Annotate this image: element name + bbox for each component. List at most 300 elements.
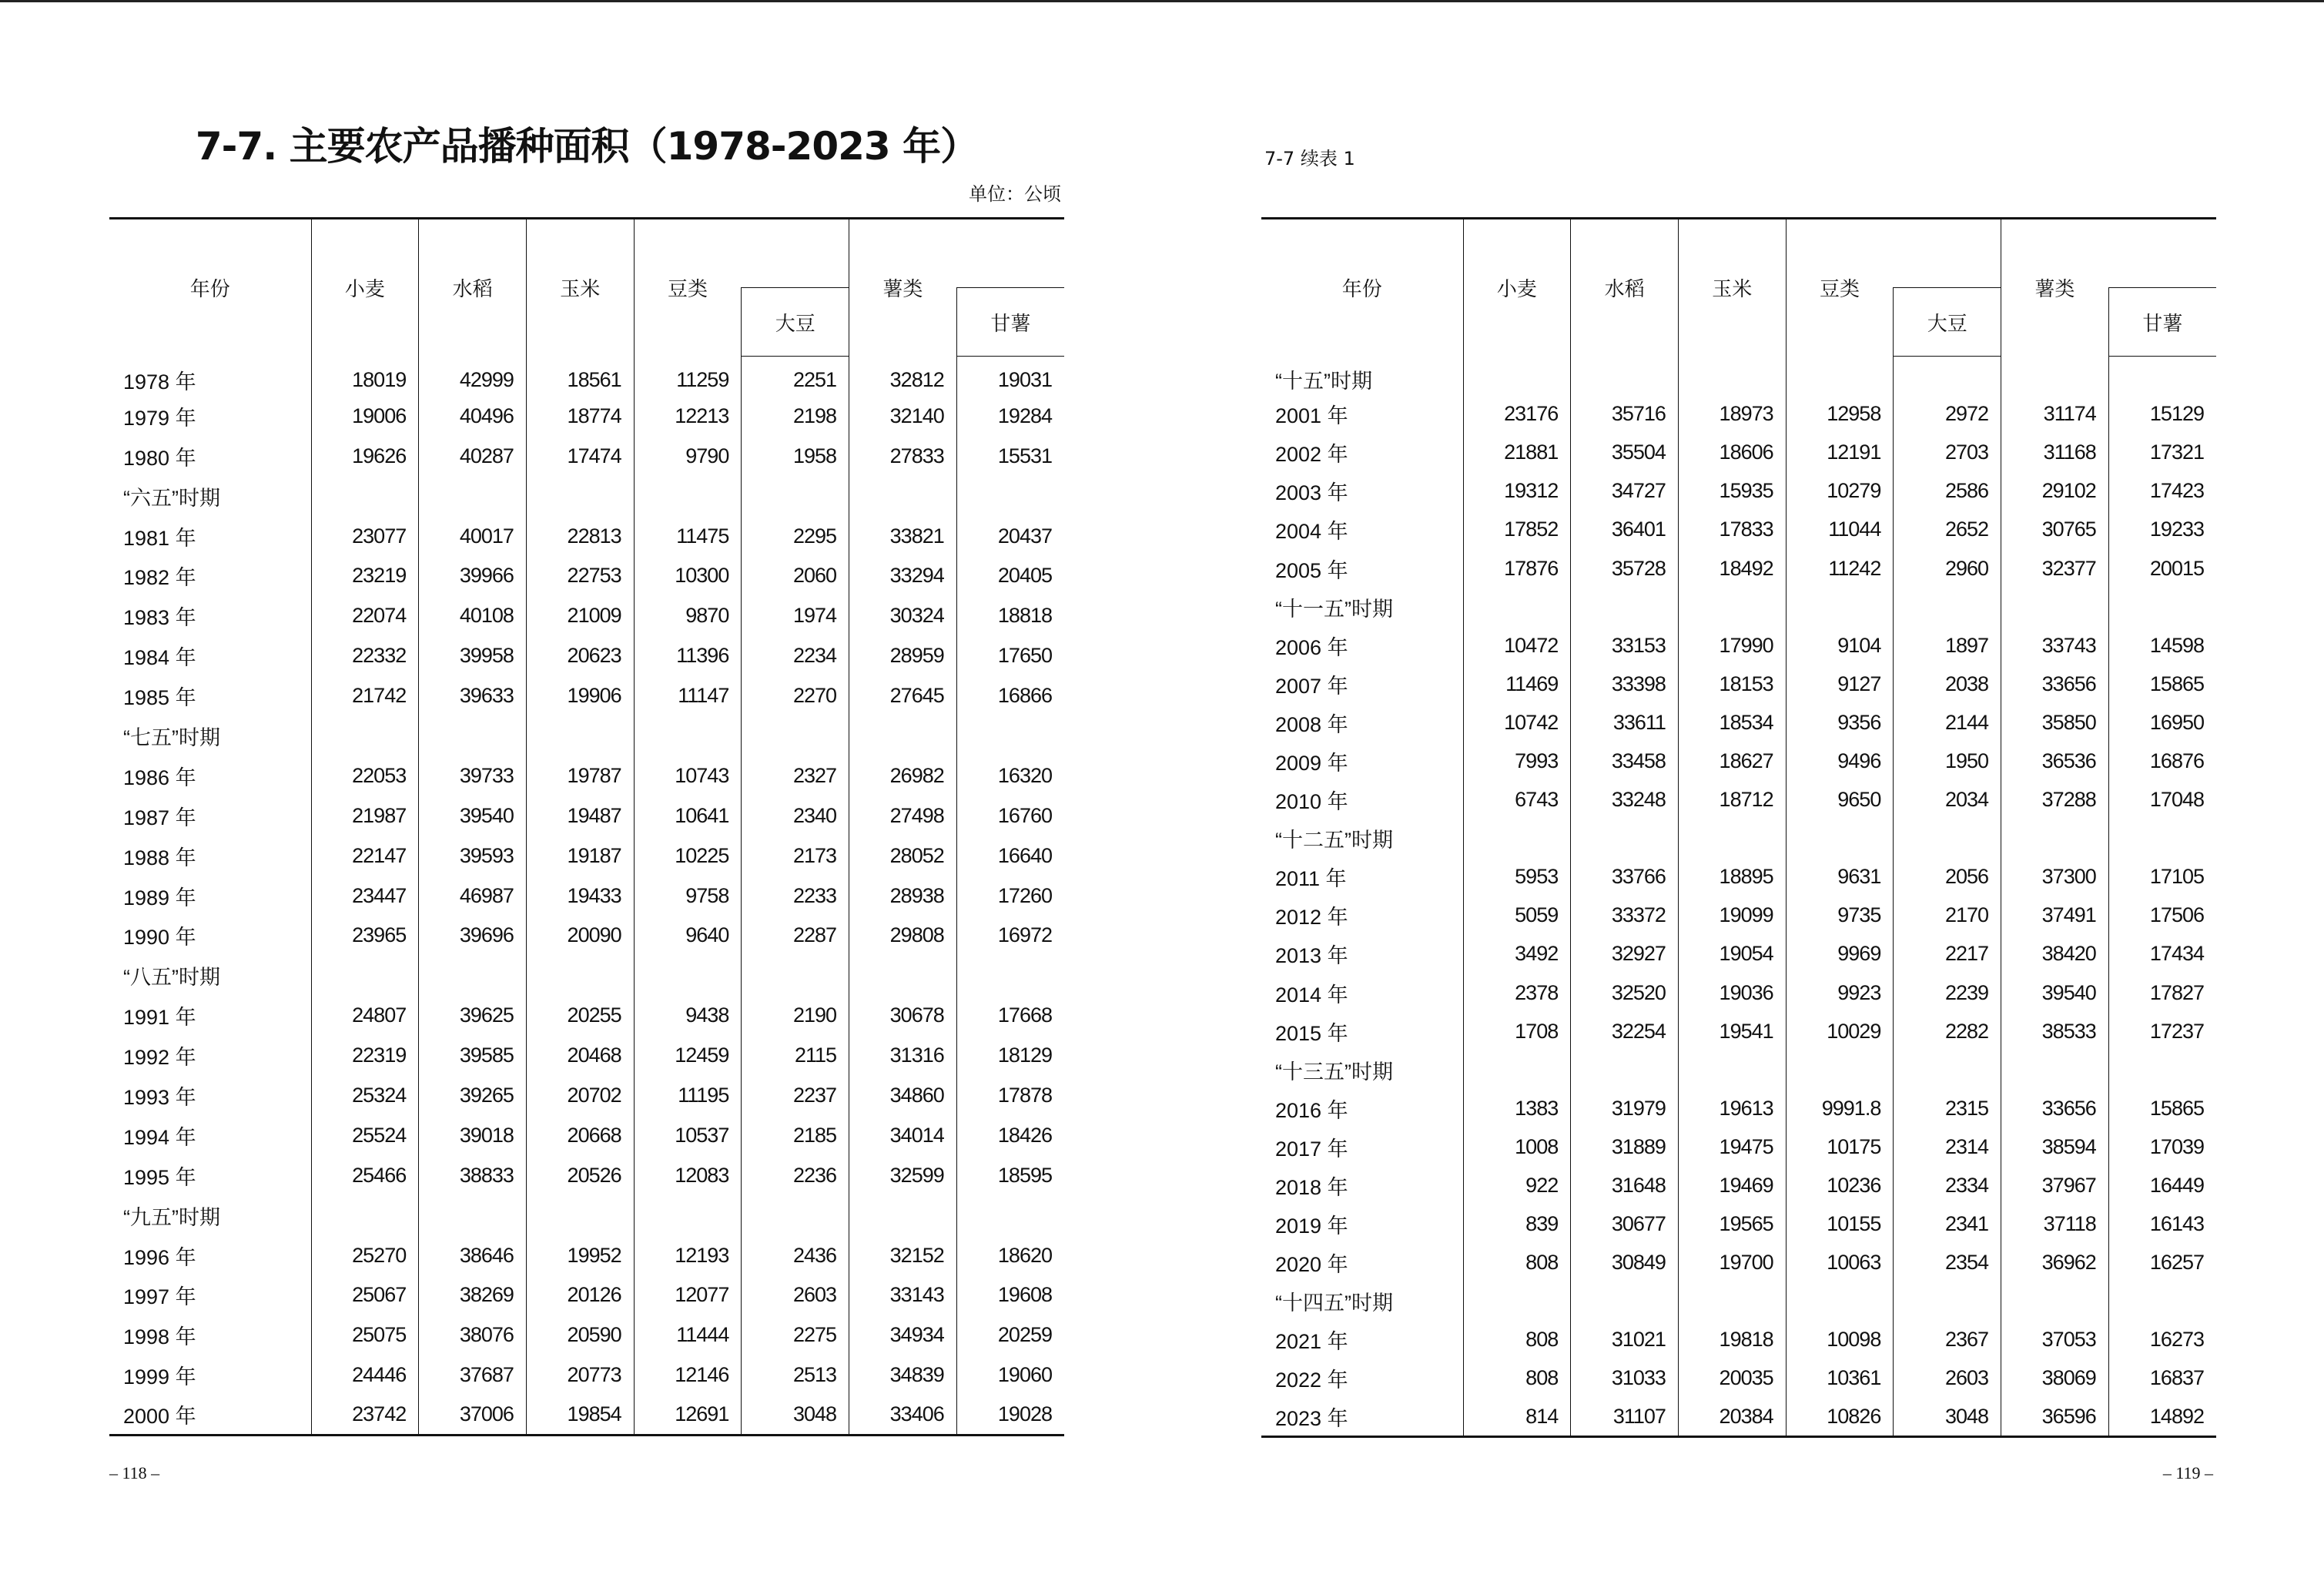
wheat-cell: 2378 [1463, 973, 1571, 1012]
rice-cell: 39696 [419, 916, 527, 956]
period-label: “六五”时期 [123, 486, 220, 510]
empty-cell [956, 716, 1064, 756]
table-row [109, 636, 1064, 676]
wheat-cell: 808 [1463, 1244, 1571, 1282]
beans-cell: 9735 [1786, 896, 1894, 935]
rice-cell: 37006 [419, 1395, 527, 1436]
rice-cell: 39966 [419, 556, 527, 596]
sweet-potato-cell: 16950 [2108, 703, 2216, 742]
header-wheat: 小麦 [1463, 219, 1571, 357]
soybean-cell: 2060 [742, 556, 849, 596]
beans-cell: 9758 [634, 876, 742, 916]
sweet-potato-cell: 19233 [2108, 511, 2216, 549]
period-label: “八五”时期 [123, 966, 220, 990]
sweet-potato-cell: 17878 [956, 1076, 1064, 1116]
header-tubers: 薯类 [2001, 219, 2109, 357]
corn-cell: 18534 [1678, 703, 1786, 742]
rice-cell: 39585 [419, 1036, 527, 1076]
corn-cell: 19433 [526, 876, 634, 916]
corn-cell: 20468 [526, 1036, 634, 1076]
tubers-cell: 33821 [849, 516, 957, 556]
corn-cell: 19700 [1678, 1244, 1786, 1282]
sweet-potato-cell: 15129 [2108, 395, 2216, 434]
tubers-cell: 37300 [2001, 858, 2109, 896]
sweet-potato-cell: 18818 [956, 596, 1064, 636]
tubers-cell: 36536 [2001, 742, 2109, 780]
empty-cell [1463, 819, 1571, 858]
sweet-potato-cell: 17423 [2108, 472, 2216, 511]
tubers-cell: 33743 [2001, 626, 2109, 665]
wheat-cell: 17876 [1463, 549, 1571, 588]
table-row [1261, 1089, 2216, 1127]
wheat-cell: 25524 [311, 1115, 419, 1155]
sweet-potato-cell: 17260 [956, 876, 1064, 916]
empty-cell [1786, 357, 1894, 395]
sweet-potato-cell: 16837 [2108, 1359, 2216, 1398]
empty-cell [311, 476, 419, 516]
sweet-potato-cell: 15531 [956, 436, 1064, 476]
soybean-cell: 2185 [742, 1115, 849, 1155]
year-cell: 1978 年 [123, 370, 196, 394]
wheat-cell: 23965 [311, 916, 419, 956]
beans-cell: 12193 [634, 1235, 742, 1275]
empty-cell [1786, 1050, 1894, 1089]
table-row [1261, 1398, 2216, 1436]
wheat-cell: 5059 [1463, 896, 1571, 935]
wheat-cell: 22053 [311, 755, 419, 796]
soybean-cell: 2341 [1894, 1205, 2001, 1244]
sweet-potato-cell: 16143 [2108, 1205, 2216, 1244]
wheat-cell: 23176 [1463, 395, 1571, 434]
beans-cell: 10826 [1786, 1398, 1894, 1436]
empty-cell [1894, 1050, 2001, 1089]
year-cell: 2009 年 [1275, 751, 1348, 775]
year-cell: 2014 年 [1275, 983, 1348, 1007]
sweet-potato-cell: 18595 [956, 1155, 1064, 1195]
rice-cell: 40108 [419, 596, 527, 636]
beans-cell: 9923 [1786, 973, 1894, 1012]
wheat-cell: 24446 [311, 1355, 419, 1395]
page-title: 7-7. 主要农产品播种面积（1978-2023 年） [195, 124, 979, 169]
table-row [1261, 395, 2216, 434]
beans-cell: 10236 [1786, 1166, 1894, 1204]
wheat-cell: 7993 [1463, 742, 1571, 780]
empty-cell [1463, 588, 1571, 626]
soybean-cell: 2960 [1894, 549, 2001, 588]
soybean-cell: 2217 [1894, 935, 2001, 973]
rice-cell: 35728 [1571, 549, 1679, 588]
tubers-cell: 35850 [2001, 703, 2109, 742]
year-cell: 2010 年 [1275, 790, 1348, 814]
year-cell: 1998 年 [123, 1325, 196, 1349]
soybean-cell: 2198 [742, 396, 849, 436]
wheat-cell: 11469 [1463, 665, 1571, 703]
wheat-cell: 25324 [311, 1076, 419, 1116]
empty-cell [1894, 1282, 2001, 1321]
table-row [1261, 665, 2216, 703]
table-row [1261, 1127, 2216, 1166]
page-number-left: – 118 – [109, 1463, 160, 1482]
tubers-cell: 37053 [2001, 1321, 2109, 1359]
tubers-cell: 38594 [2001, 1127, 2109, 1166]
soybean-cell: 2354 [1894, 1244, 2001, 1282]
table-row [1261, 935, 2216, 973]
beans-cell: 10029 [1786, 1012, 1894, 1050]
period-row [109, 1195, 1064, 1235]
corn-cell: 18606 [1678, 434, 1786, 472]
table-row [1261, 858, 2216, 896]
table-row [1261, 973, 2216, 1012]
rice-cell: 40017 [419, 516, 527, 556]
beans-cell: 12146 [634, 1355, 742, 1395]
wheat-cell: 19006 [311, 396, 419, 436]
period-label: “七五”时期 [123, 725, 220, 749]
soybean-cell: 2586 [1894, 472, 2001, 511]
period-label: “十四五”时期 [1275, 1292, 1393, 1315]
header-sweet-potato: 甘薯 [2108, 288, 2216, 357]
rice-cell: 33458 [1571, 742, 1679, 780]
year-cell: 1983 年 [123, 606, 196, 630]
rice-cell: 32520 [1571, 973, 1679, 1012]
sweet-potato-cell: 16320 [956, 755, 1064, 796]
sweet-potato-cell: 16640 [956, 836, 1064, 876]
wheat-cell: 17852 [1463, 511, 1571, 549]
beans-cell: 11147 [634, 676, 742, 716]
header-corn: 玉米 [526, 219, 634, 357]
tubers-cell: 30678 [849, 996, 957, 1036]
empty-cell [526, 476, 634, 516]
rice-cell: 31648 [1571, 1166, 1679, 1204]
header-sweet-potato-spacer [2108, 219, 2216, 288]
corn-cell: 17474 [526, 436, 634, 476]
empty-cell [849, 956, 957, 996]
tubers-cell: 28938 [849, 876, 957, 916]
corn-cell: 17833 [1678, 511, 1786, 549]
soybean-cell: 2115 [742, 1036, 849, 1076]
tubers-cell: 34014 [849, 1115, 957, 1155]
sweet-potato-cell: 19284 [956, 396, 1064, 436]
corn-cell: 20623 [526, 636, 634, 676]
sweet-potato-cell: 17827 [2108, 973, 2216, 1012]
empty-cell [311, 1195, 419, 1235]
beans-cell: 11195 [634, 1076, 742, 1116]
period-row [109, 956, 1064, 996]
empty-cell [1571, 588, 1679, 626]
tubers-cell: 33656 [2001, 1089, 2109, 1127]
empty-cell [2108, 588, 2216, 626]
rice-cell: 33398 [1571, 665, 1679, 703]
tubers-cell: 28959 [849, 636, 957, 676]
sweet-potato-cell: 19031 [956, 357, 1064, 397]
soybean-cell: 2056 [1894, 858, 2001, 896]
soybean-cell: 2144 [1894, 703, 2001, 742]
rice-cell: 33153 [1571, 626, 1679, 665]
table-row [109, 755, 1064, 796]
beans-cell: 9650 [1786, 781, 1894, 819]
empty-cell [1571, 357, 1679, 395]
wheat-cell: 5953 [1463, 858, 1571, 896]
year-cell: 1995 年 [123, 1165, 196, 1189]
empty-cell [1894, 357, 2001, 395]
sweet-potato-cell: 16866 [956, 676, 1064, 716]
beans-cell: 9356 [1786, 703, 1894, 742]
empty-cell [2108, 819, 2216, 858]
rice-cell: 32254 [1571, 1012, 1679, 1050]
empty-cell [634, 716, 742, 756]
wheat-cell: 922 [1463, 1166, 1571, 1204]
year-cell: 2013 年 [1275, 944, 1348, 968]
beans-cell: 9496 [1786, 742, 1894, 780]
sweet-potato-cell: 19060 [956, 1355, 1064, 1395]
corn-cell: 21009 [526, 596, 634, 636]
tubers-cell: 38420 [2001, 935, 2109, 973]
soybean-cell: 2513 [742, 1355, 849, 1395]
table-row [109, 596, 1064, 636]
period-row [1261, 357, 2216, 395]
table-row [109, 1235, 1064, 1275]
empty-cell [2108, 357, 2216, 395]
year-cell: 2022 年 [1275, 1369, 1348, 1392]
rice-cell: 40496 [419, 396, 527, 436]
corn-cell: 19054 [1678, 935, 1786, 973]
sweet-potato-cell: 17048 [2108, 781, 2216, 819]
year-cell: 2023 年 [1275, 1406, 1348, 1430]
table-row [1261, 781, 2216, 819]
beans-cell: 11044 [1786, 511, 1894, 549]
year-cell: 1986 年 [123, 766, 196, 789]
sweet-potato-cell: 17434 [2108, 935, 2216, 973]
left-page [109, 0, 1064, 1588]
tubers-cell: 29808 [849, 916, 957, 956]
soybean-cell: 2436 [742, 1235, 849, 1275]
soybean-cell: 2340 [742, 796, 849, 836]
year-cell: 2005 年 [1275, 558, 1348, 582]
corn-cell: 19952 [526, 1235, 634, 1275]
sweet-potato-cell: 15865 [2108, 665, 2216, 703]
corn-cell: 19565 [1678, 1205, 1786, 1244]
header-soybean-spacer [1894, 219, 2001, 288]
sweet-potato-cell: 17321 [2108, 434, 2216, 472]
crop-area-table-right [1261, 217, 2216, 1438]
table-row [1261, 896, 2216, 935]
sweet-potato-cell: 16257 [2108, 1244, 2216, 1282]
table-row [1261, 703, 2216, 742]
corn-cell: 20526 [526, 1155, 634, 1195]
tubers-cell: 33406 [849, 1395, 957, 1436]
tubers-cell: 33143 [849, 1275, 957, 1315]
sweet-potato-cell: 18426 [956, 1115, 1064, 1155]
year-cell: 1990 年 [123, 926, 196, 950]
rice-cell: 33372 [1571, 896, 1679, 935]
rice-cell: 31979 [1571, 1089, 1679, 1127]
table-row [109, 1036, 1064, 1076]
wheat-cell: 24807 [311, 996, 419, 1036]
sweet-potato-cell: 15865 [2108, 1089, 2216, 1127]
header-rice: 水稻 [1571, 219, 1679, 357]
soybean-cell: 2170 [1894, 896, 2001, 935]
sweet-potato-cell: 20405 [956, 556, 1064, 596]
wheat-cell: 10742 [1463, 703, 1571, 742]
beans-cell: 12077 [634, 1275, 742, 1315]
beans-cell: 10300 [634, 556, 742, 596]
tubers-cell: 37967 [2001, 1166, 2109, 1204]
empty-cell [2001, 1050, 2109, 1089]
header-rice: 水稻 [419, 219, 527, 357]
soybean-cell: 2295 [742, 516, 849, 556]
soybean-cell: 2251 [742, 357, 849, 397]
wheat-cell: 21742 [311, 676, 419, 716]
empty-cell [1571, 819, 1679, 858]
beans-cell: 12958 [1786, 395, 1894, 434]
beans-cell: 11444 [634, 1315, 742, 1355]
corn-cell: 19541 [1678, 1012, 1786, 1050]
empty-cell [1463, 1050, 1571, 1089]
empty-cell [634, 1195, 742, 1235]
year-cell: 2015 年 [1275, 1021, 1348, 1045]
wheat-cell: 19312 [1463, 472, 1571, 511]
soybean-cell: 1897 [1894, 626, 2001, 665]
tubers-cell: 34860 [849, 1076, 957, 1116]
year-cell: 2006 年 [1275, 635, 1348, 659]
year-cell: 1997 年 [123, 1285, 196, 1309]
right-page [1261, 0, 2216, 1588]
table-row [109, 1395, 1064, 1436]
empty-cell [849, 1195, 957, 1235]
soybean-cell: 2034 [1894, 781, 2001, 819]
table-row [109, 796, 1064, 836]
tubers-cell: 38533 [2001, 1012, 2109, 1050]
corn-cell: 20035 [1678, 1359, 1786, 1398]
tubers-cell: 33294 [849, 556, 957, 596]
rice-cell: 39265 [419, 1076, 527, 1116]
table-row [109, 916, 1064, 956]
table-row [1261, 626, 2216, 665]
beans-cell: 11259 [634, 357, 742, 397]
table-row [1261, 1012, 2216, 1050]
empty-cell [956, 1195, 1064, 1235]
beans-cell: 10279 [1786, 472, 1894, 511]
sweet-potato-cell: 16972 [956, 916, 1064, 956]
soybean-cell: 2315 [1894, 1089, 2001, 1127]
table-row [1261, 1244, 2216, 1282]
corn-cell: 20255 [526, 996, 634, 1036]
period-row [1261, 819, 2216, 858]
sweet-potato-cell: 19028 [956, 1395, 1064, 1436]
wheat-cell: 22319 [311, 1036, 419, 1076]
wheat-cell: 25270 [311, 1235, 419, 1275]
empty-cell [1786, 1282, 1894, 1321]
soybean-cell: 2237 [742, 1076, 849, 1116]
beans-cell: 9104 [1786, 626, 1894, 665]
beans-cell: 9127 [1786, 665, 1894, 703]
soybean-cell: 2233 [742, 876, 849, 916]
corn-cell: 20668 [526, 1115, 634, 1155]
beans-cell: 9790 [634, 436, 742, 476]
soybean-cell: 2652 [1894, 511, 2001, 549]
year-cell: 1999 年 [123, 1365, 196, 1389]
year-cell: 2003 年 [1275, 481, 1348, 505]
header-soybean-spacer [742, 219, 849, 288]
beans-cell: 12213 [634, 396, 742, 436]
table-row [109, 1155, 1064, 1195]
corn-cell: 19475 [1678, 1127, 1786, 1166]
sweet-potato-cell: 17668 [956, 996, 1064, 1036]
soybean-cell: 2603 [742, 1275, 849, 1315]
header-year: 年份 [1341, 278, 1382, 301]
rice-cell: 39633 [419, 676, 527, 716]
tubers-cell: 32377 [2001, 549, 2109, 588]
period-row [109, 716, 1064, 756]
beans-cell: 10743 [634, 755, 742, 796]
crop-area-table-left [109, 217, 1064, 1436]
table-row [109, 436, 1064, 476]
wheat-cell: 22332 [311, 636, 419, 676]
soybean-cell: 2038 [1894, 665, 2001, 703]
year-cell: 2001 年 [1275, 404, 1348, 428]
wheat-cell: 839 [1463, 1205, 1571, 1244]
corn-cell: 22753 [526, 556, 634, 596]
corn-cell: 18561 [526, 357, 634, 397]
tubers-cell: 39540 [2001, 973, 2109, 1012]
rice-cell: 39018 [419, 1115, 527, 1155]
rice-cell: 38833 [419, 1155, 527, 1195]
rice-cell: 39625 [419, 996, 527, 1036]
corn-cell: 15935 [1678, 472, 1786, 511]
tubers-cell: 32152 [849, 1235, 957, 1275]
corn-cell: 20090 [526, 916, 634, 956]
tubers-cell: 33656 [2001, 665, 2109, 703]
wheat-cell: 21987 [311, 796, 419, 836]
table-body-right [1261, 357, 2216, 1437]
rice-cell: 32927 [1571, 935, 1679, 973]
beans-cell: 10175 [1786, 1127, 1894, 1166]
sweet-potato-cell: 14892 [2108, 1398, 2216, 1436]
rice-cell: 33248 [1571, 781, 1679, 819]
tubers-cell: 32140 [849, 396, 957, 436]
soybean-cell: 2334 [1894, 1166, 2001, 1204]
year-cell: 1989 年 [123, 886, 196, 910]
wheat-cell: 1008 [1463, 1127, 1571, 1166]
year-cell: 1992 年 [123, 1046, 196, 1070]
rice-cell: 35504 [1571, 434, 1679, 472]
wheat-cell: 22074 [311, 596, 419, 636]
soybean-cell: 2173 [742, 836, 849, 876]
soybean-cell: 2287 [742, 916, 849, 956]
soybean-cell: 2972 [1894, 395, 2001, 434]
year-cell: 1993 年 [123, 1085, 196, 1109]
rice-cell: 38269 [419, 1275, 527, 1315]
header-tubers: 薯类 [849, 219, 957, 357]
wheat-cell: 10472 [1463, 626, 1571, 665]
empty-cell [742, 1195, 849, 1235]
corn-cell: 18712 [1678, 781, 1786, 819]
tubers-cell: 31316 [849, 1036, 957, 1076]
corn-cell: 19469 [1678, 1166, 1786, 1204]
rice-cell: 31107 [1571, 1398, 1679, 1436]
empty-cell [419, 956, 527, 996]
period-label: “十二五”时期 [1275, 829, 1393, 853]
wheat-cell: 808 [1463, 1359, 1571, 1398]
soybean-cell: 2236 [742, 1155, 849, 1195]
wheat-cell: 3492 [1463, 935, 1571, 973]
header-sweet-potato-spacer [956, 219, 1064, 288]
table-row [109, 996, 1064, 1036]
header-wheat: 小麦 [311, 219, 419, 357]
rice-cell: 39540 [419, 796, 527, 836]
table-row [109, 516, 1064, 556]
table-row [109, 556, 1064, 596]
empty-cell [1678, 1050, 1786, 1089]
